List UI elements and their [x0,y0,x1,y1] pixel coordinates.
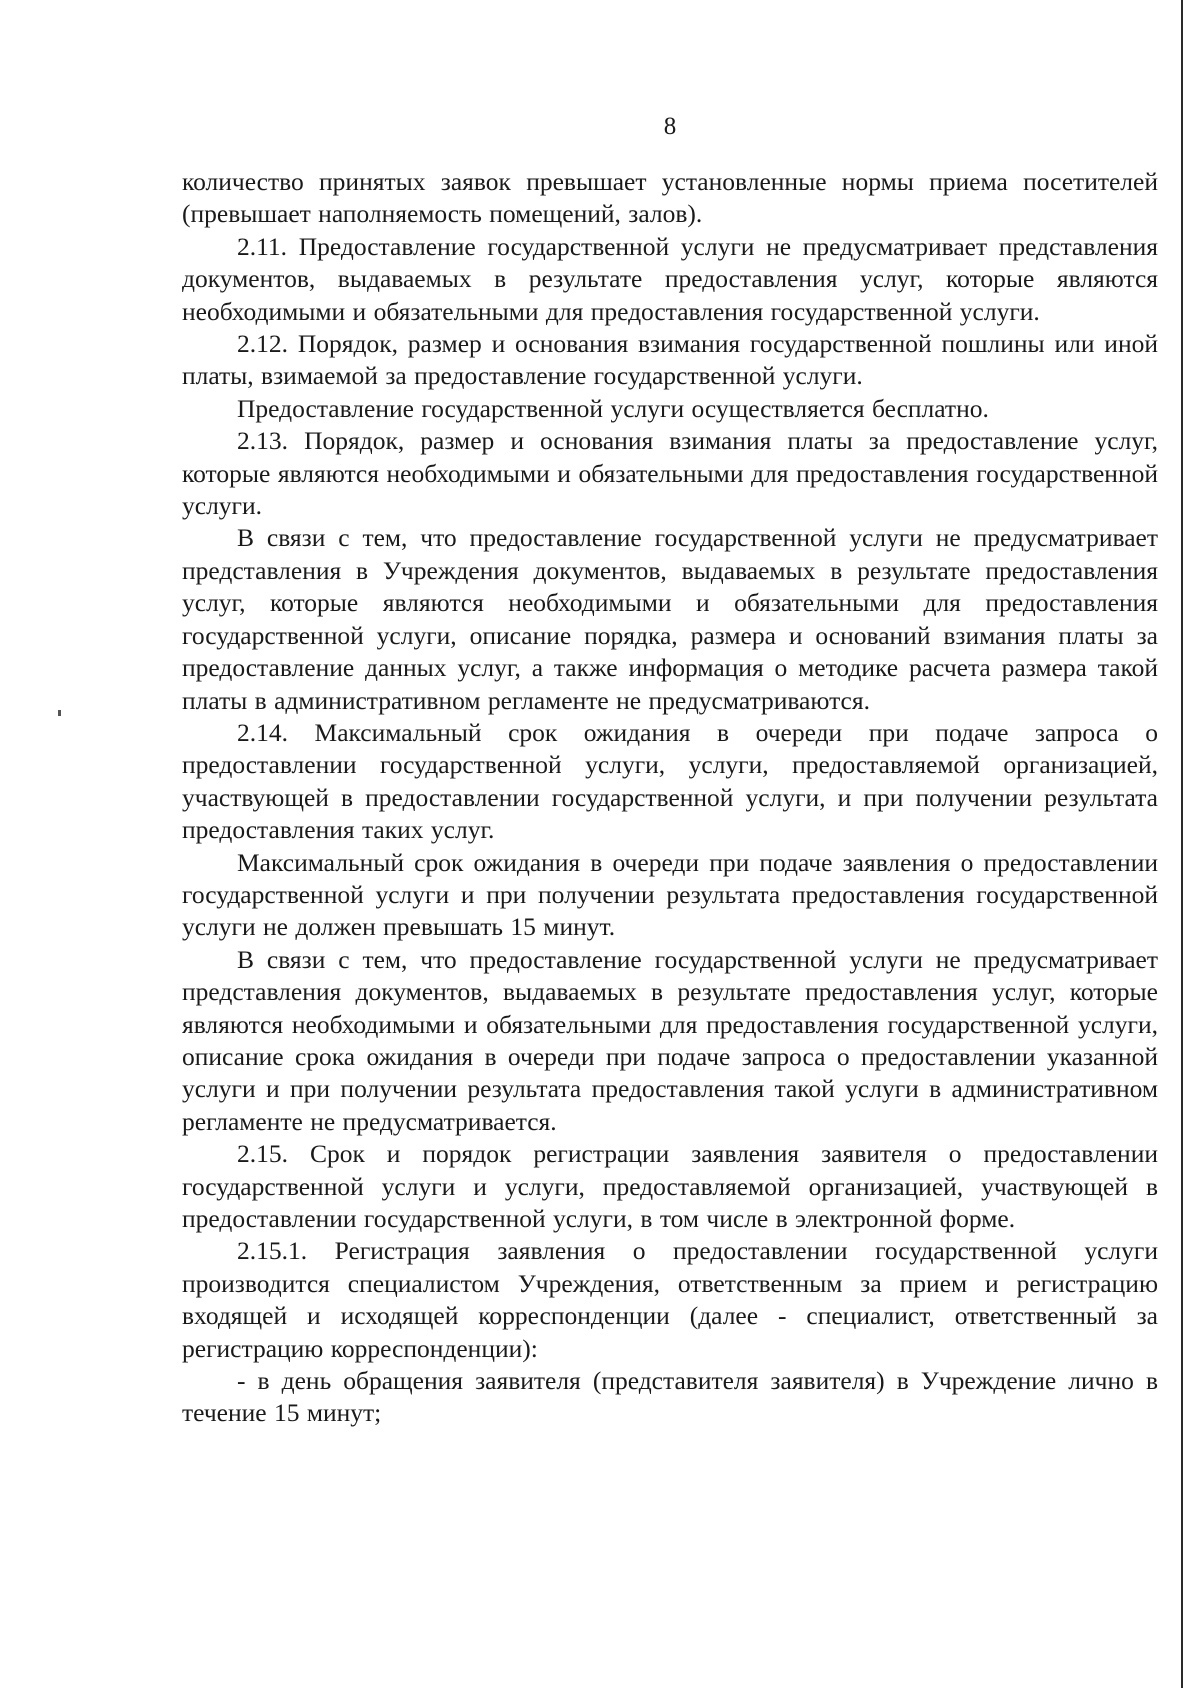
paragraph-continuation: количество принятых заявок превышает установленные нормы приема посетителей (превышает наполняемость помещений, залов). [182,167,1158,229]
paragraph-max-wait: Максимальный срок ожидания в очереди при подаче заявления о предоставлении государственной услуги и при получении результата предоставления государственной услуги не должен превышать 15 минут. [182,847,1158,942]
scan-speck [58,710,61,716]
paragraph-2-14-details: В связи с тем, что предоставление государственной услуги не предусматривает представления документов, выдаваемых в результате предоставления услуг, которые являются необходимыми и обязательными для предоставления государственной услуги, описание срока ожидания в очереди при подаче запроса о предоставлении указанной услуги и при получении результата предоставления такой услуги в административном регламенте не предусматривается. [182,944,1158,1136]
page-number: 8 [663,113,677,140]
paragraph-2-15: 2.15. Срок и порядок регистрации заявления заявителя о предоставлении государственной услуги и услуги, предоставляемой организацией, участвующей в предоставлении государственной услуги, в том числе в электронной форме. [182,1139,1158,1233]
paragraph-2-11: 2.11. Предоставление государственной услуги не предусматривает представления документов, выдаваемых в результате предоставления услуг, которые являются необходимыми и обязательными для предоставления государственной услуги. [182,231,1158,326]
paragraph-2-13-details: В связи с тем, что предоставление государственной услуги не предусматривает представления в Учреждения документов, выдаваемых в результате предоставления услуг, которые являются необходимыми и обязательными для предоставления государственной услуги, описание порядка, размера и оснований взимания платы за предоставление данных услуг, а также информация о методике расчета размера такой платы в административном регламенте не предусматриваются. [182,523,1158,715]
paragraph-2-12: 2.12. Порядок, размер и основания взимания государственной пошлины или иной платы, взимаемой за предоставление государственной услуги. [182,329,1158,391]
document-body [182,166,1158,1430]
paragraph-list-item: - в день обращения заявителя (представителя заявителя) в Учреждение лично в течение 15 минут; [182,1366,1158,1428]
paragraph-2-13: 2.13. Порядок, размер и основания взимания платы за предоставление услуг, которые являются необходимыми и обязательными для предоставления государственной услуги. [182,426,1158,521]
paragraph-free-of-charge: Предоставление государственной услуги осуществляется бесплатно. [237,393,989,423]
paragraph-2-14: 2.14. Максимальный срок ожидания в очереди при подаче запроса о предоставлении государственной услуги, услуги, предоставляемой организацией, участвующей в предоставлении государственной услуги, и при получении результата предоставления таких услуг. [182,717,1158,845]
scan-edge-line [1181,0,1183,1688]
paragraph-2-15-1: 2.15.1. Регистрация заявления о предоставлении государственной услуги производится специалистом Учреждения, ответственным за прием и регистрацию входящей и исходящей корреспонденции (далее - специалист, ответственный за регистрацию корреспонденции): [182,1236,1158,1363]
